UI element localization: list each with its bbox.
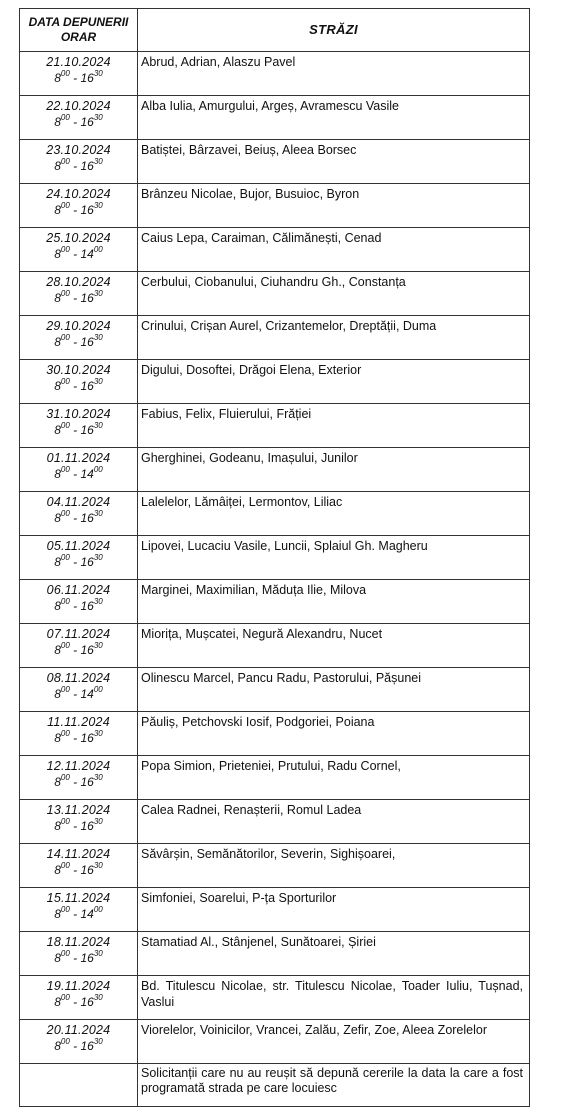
end-hour: 16 [80,71,94,85]
empty-date-cell [20,1064,138,1107]
streets-cell: Miorița, Mușcatei, Negură Alexandru, Nucet [138,624,530,668]
end-minutes: 30 [93,1037,103,1046]
end-hour: 16 [80,511,94,525]
end-minutes: 30 [93,377,103,386]
streets-cell: Calea Radnei, Renașterii, Romul Ladea [138,800,530,844]
end-minutes: 30 [93,157,103,166]
footer-note-row [20,1064,530,1107]
end-hour: 14 [80,467,94,481]
end-hour: 16 [80,115,94,129]
streets-cell: Lipovei, Lucaciu Vasile, Luncii, Splaiul Gh. Magheru [138,536,530,580]
submission-date: 21.10.2024 [46,55,111,69]
end-minutes: 30 [93,949,103,958]
schedule-hours: $8^{00} - 14^{00}$ [54,465,103,481]
end-minutes: 30 [93,993,103,1002]
submission-date: 29.10.2024 [46,319,111,333]
end-hour: 16 [80,335,94,349]
table-body [20,52,530,1107]
end-hour: 14 [80,907,94,921]
schedule-hours: $8^{00} - 16^{30}$ [54,641,103,657]
table-row [20,756,530,800]
start-hour: 8 [54,599,61,613]
end-minutes: 30 [93,597,103,606]
table-row [20,800,530,844]
submission-date: 19.11.2024 [46,979,111,993]
schedule-hours: $8^{00} - 16^{30}$ [54,333,103,349]
date-cell [20,492,138,536]
schedule-hours: $8^{00} - 16^{30}$ [54,201,103,217]
start-hour: 8 [54,379,61,393]
start-hour: 8 [54,863,61,877]
start-minutes: 00 [60,905,70,914]
table-row [20,536,530,580]
table-row [20,668,530,712]
start-hour: 8 [54,159,61,173]
schedule-hours: $8^{00} - 16^{30}$ [54,993,103,1009]
start-hour: 8 [54,291,61,305]
end-minutes: 00 [93,465,103,474]
start-hour: 8 [54,555,61,569]
start-minutes: 00 [60,553,70,562]
end-minutes: 30 [93,509,103,518]
submission-date: 05.11.2024 [46,539,111,553]
date-cell [20,756,138,800]
start-hour: 8 [54,71,61,85]
schedule-sheet [19,8,529,1107]
table-row [20,1020,530,1064]
end-hour: 14 [80,247,94,261]
table-row [20,492,530,536]
streets-cell: Popa Simion, Prieteniei, Prutului, Radu Cornel, [138,756,530,800]
submission-date: 14.11.2024 [46,847,111,861]
start-minutes: 00 [60,597,70,606]
streets-cell: Batiștei, Bârzavei, Beiuș, Aleea Borsec [138,140,530,184]
schedule-hours: $8^{00} - 16^{30}$ [54,509,103,525]
start-hour: 8 [54,335,61,349]
start-minutes: 00 [60,993,70,1002]
schedule-hours: $8^{00} - 14^{00}$ [54,685,103,701]
start-hour: 8 [54,731,61,745]
submission-date: 08.11.2024 [46,671,111,685]
schedule-hours: $8^{00} - 16^{30}$ [54,289,103,305]
schedule-hours: $8^{00} - 16^{30}$ [54,773,103,789]
streets-cell: Lalelelor, Lămâiței, Lermontov, Liliac [138,492,530,536]
table-row [20,448,530,492]
table-row [20,404,530,448]
end-hour: 16 [80,643,94,657]
streets-cell: Marginei, Maximilian, Măduța Ilie, Milova [138,580,530,624]
end-hour: 16 [80,819,94,833]
table-row [20,624,530,668]
start-minutes: 00 [60,201,70,210]
schedule-hours: $8^{00} - 16^{30}$ [54,421,103,437]
submission-date: 01.11.2024 [46,451,111,465]
submission-date: 06.11.2024 [46,583,111,597]
start-minutes: 00 [60,641,70,650]
submission-date: 25.10.2024 [46,231,111,245]
table-row [20,272,530,316]
date-cell [20,140,138,184]
table-row [20,976,530,1020]
streets-cell: Brânzeu Nicolae, Bujor, Busuioc, Byron [138,184,530,228]
header-row [20,9,530,52]
date-cell [20,272,138,316]
start-hour: 8 [54,115,61,129]
schedule-hours: $8^{00} - 16^{30}$ [54,553,103,569]
schedule-hours: $8^{00} - 16^{30}$ [54,157,103,173]
streets-cell: Olinescu Marcel, Pancu Radu, Pastorului, Pășunei [138,668,530,712]
start-minutes: 00 [60,773,70,782]
submission-date: 15.11.2024 [46,891,111,905]
start-minutes: 00 [60,421,70,430]
date-cell [20,536,138,580]
streets-cell: Fabius, Felix, Fluierului, Frăției [138,404,530,448]
end-hour: 16 [80,203,94,217]
table-row [20,184,530,228]
table-header [20,9,530,52]
schedule-hours: $8^{00} - 16^{30}$ [54,377,103,393]
schedule-hours: $8^{00} - 16^{30}$ [54,949,103,965]
start-hour: 8 [54,687,61,701]
start-hour: 8 [54,643,61,657]
end-hour: 16 [80,159,94,173]
start-hour: 8 [54,995,61,1009]
date-cell [20,932,138,976]
streets-cell: Crinului, Crișan Aurel, Crizantemelor, Dreptății, Duma [138,316,530,360]
start-minutes: 00 [60,157,70,166]
submission-date: 20.11.2024 [46,1023,111,1037]
schedule-hours: $8^{00} - 16^{30}$ [54,861,103,877]
end-hour: 16 [80,863,94,877]
end-minutes: 30 [93,861,103,870]
submission-date: 18.11.2024 [46,935,111,949]
schedule-table [19,8,530,1107]
streets-cell: Digului, Dosoftei, Drăgoi Elena, Exterior [138,360,530,404]
submission-date: 30.10.2024 [46,363,111,377]
end-minutes: 30 [93,421,103,430]
start-hour: 8 [54,423,61,437]
end-hour: 16 [80,995,94,1009]
submission-date: 24.10.2024 [46,187,111,201]
table-row [20,140,530,184]
header-date-schedule: DATA DEPUNERII ORAR [20,9,138,52]
start-minutes: 00 [60,333,70,342]
date-cell [20,580,138,624]
streets-cell: Abrud, Adrian, Alaszu Pavel [138,52,530,96]
table-row [20,52,530,96]
date-cell [20,844,138,888]
table-row [20,712,530,756]
date-cell [20,668,138,712]
submission-date: 13.11.2024 [46,803,111,817]
start-hour: 8 [54,907,61,921]
streets-cell: Săvârșin, Semănătorilor, Severin, Sighișoarei, [138,844,530,888]
end-minutes: 30 [93,289,103,298]
end-minutes: 30 [93,553,103,562]
footer-note: Solicitanții care nu au reușit să depună cererile la data la care a fost programată strada pe care locuiesc [138,1064,530,1107]
streets-cell: Gherghinei, Godeanu, Imașului, Junilor [138,448,530,492]
start-hour: 8 [54,247,61,261]
table-row [20,580,530,624]
end-minutes: 30 [93,773,103,782]
date-cell [20,316,138,360]
end-minutes: 30 [93,201,103,210]
date-cell [20,360,138,404]
end-minutes: 30 [93,113,103,122]
end-minutes: 00 [93,245,103,254]
date-cell [20,228,138,272]
table-row [20,932,530,976]
start-minutes: 00 [60,861,70,870]
start-minutes: 00 [60,509,70,518]
start-minutes: 00 [60,289,70,298]
end-hour: 16 [80,775,94,789]
start-minutes: 00 [60,245,70,254]
end-minutes: 00 [93,905,103,914]
schedule-hours: $8^{00} - 16^{30}$ [54,69,103,85]
start-minutes: 00 [60,465,70,474]
date-cell [20,1020,138,1064]
end-minutes: 30 [93,69,103,78]
table-row [20,316,530,360]
schedule-hours: $8^{00} - 16^{30}$ [54,817,103,833]
table-row [20,888,530,932]
start-hour: 8 [54,1039,61,1053]
end-hour: 16 [80,1039,94,1053]
table-row [20,228,530,272]
end-hour: 16 [80,731,94,745]
submission-date: 12.11.2024 [46,759,111,773]
end-hour: 16 [80,951,94,965]
end-hour: 14 [80,687,94,701]
submission-date: 07.11.2024 [46,627,111,641]
submission-date: 28.10.2024 [46,275,111,289]
start-minutes: 00 [60,1037,70,1046]
streets-cell: Bd. Titulescu Nicolae, str. Titulescu Nicolae, Toader Iuliu, Tușnad, Vaslui [138,976,530,1020]
end-minutes: 30 [93,729,103,738]
start-minutes: 00 [60,113,70,122]
end-minutes: 30 [93,641,103,650]
end-hour: 16 [80,379,94,393]
streets-cell: Simfoniei, Soarelui, P-ța Sporturilor [138,888,530,932]
streets-cell: Caius Lepa, Caraiman, Călimănești, Cenad [138,228,530,272]
start-hour: 8 [54,951,61,965]
date-cell [20,184,138,228]
start-minutes: 00 [60,69,70,78]
end-hour: 16 [80,555,94,569]
date-cell [20,448,138,492]
end-minutes: 30 [93,333,103,342]
streets-cell: Viorelelor, Voinicilor, Vrancei, Zalău, Zefir, Zoe, Aleea Zorelelor [138,1020,530,1064]
start-hour: 8 [54,775,61,789]
start-hour: 8 [54,511,61,525]
date-cell [20,888,138,932]
start-minutes: 00 [60,685,70,694]
start-minutes: 00 [60,729,70,738]
submission-date: 31.10.2024 [46,407,111,421]
date-cell [20,96,138,140]
end-hour: 16 [80,291,94,305]
schedule-hours: $8^{00} - 16^{30}$ [54,729,103,745]
schedule-hours: $8^{00} - 14^{00}$ [54,245,103,261]
start-hour: 8 [54,203,61,217]
start-minutes: 00 [60,817,70,826]
schedule-hours: $8^{00} - 16^{30}$ [54,1037,103,1053]
streets-cell: Cerbului, Ciobanului, Ciuhandru Gh., Constanța [138,272,530,316]
schedule-hours: $8^{00} - 16^{30}$ [54,113,103,129]
end-hour: 16 [80,599,94,613]
schedule-hours: $8^{00} - 14^{00}$ [54,905,103,921]
streets-cell: Stamatiad Al., Stânjenel, Sunătoarei, Șiriei [138,932,530,976]
start-hour: 8 [54,819,61,833]
date-cell [20,404,138,448]
start-minutes: 00 [60,949,70,958]
schedule-hours: $8^{00} - 16^{30}$ [54,597,103,613]
date-cell [20,976,138,1020]
end-hour: 16 [80,423,94,437]
table-row [20,360,530,404]
date-cell [20,800,138,844]
submission-date: 22.10.2024 [46,99,111,113]
submission-date: 23.10.2024 [46,143,111,157]
submission-date: 04.11.2024 [46,495,111,509]
streets-cell: Alba Iulia, Amurgului, Argeș, Avramescu Vasile [138,96,530,140]
table-row [20,96,530,140]
header-streets: STRĂZI [138,9,530,52]
submission-date: 11.11.2024 [47,715,110,729]
date-cell [20,712,138,756]
start-hour: 8 [54,467,61,481]
start-minutes: 00 [60,377,70,386]
date-cell [20,624,138,668]
end-minutes: 30 [93,817,103,826]
table-row [20,844,530,888]
end-minutes: 00 [93,685,103,694]
streets-cell: Păuliș, Petchovski Iosif, Podgoriei, Poiana [138,712,530,756]
date-cell [20,52,138,96]
